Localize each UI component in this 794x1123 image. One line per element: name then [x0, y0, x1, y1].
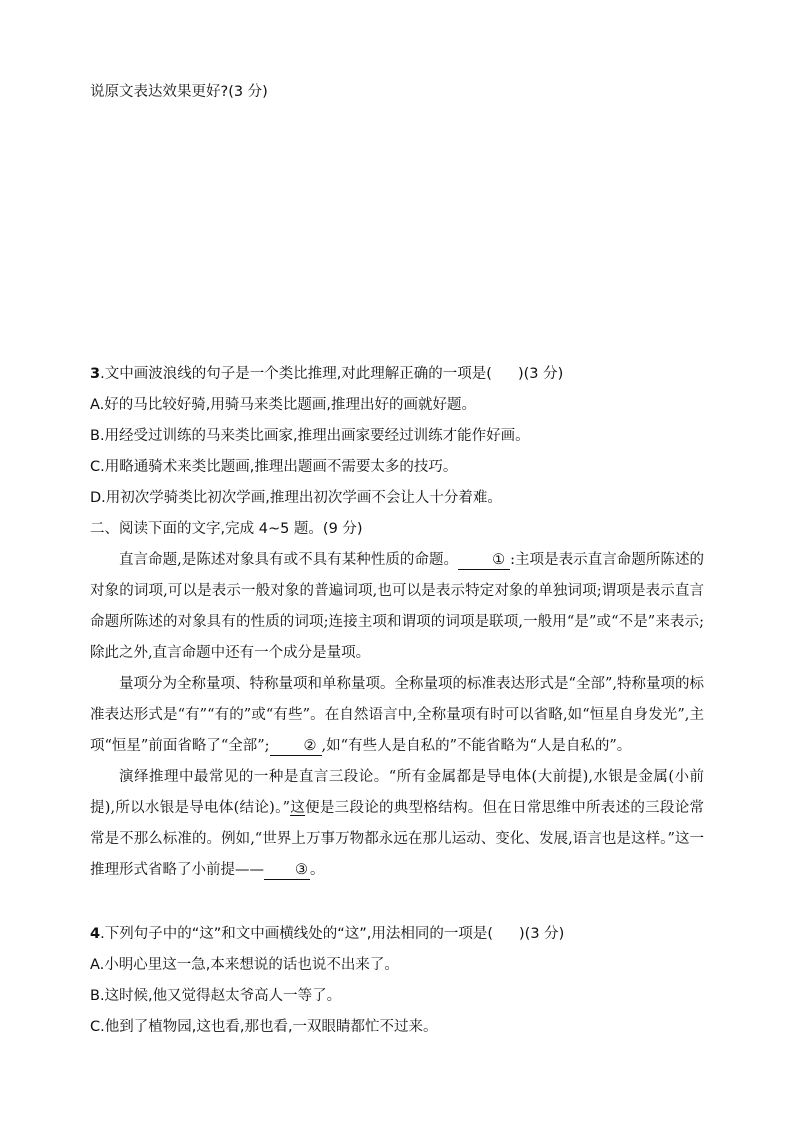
question-4-number: 4 — [90, 926, 101, 942]
option-3a[interactable]: A.好的马比较好骑,用骑马来类比题画,推理出好的画就好题。 — [90, 397, 476, 413]
option-3d[interactable]: D.用初次学骑类比初次学画,推理出初次学画不会让人十分着难。 — [90, 490, 502, 506]
blank-3[interactable]: ③ — [264, 861, 310, 880]
passage-p3-part-a: 演绎推理中最常见的一种是直言三段论。“所有金属都是导电体(大前提),水银是金属(小前提),所以水银是导电体(结论)。” — [90, 769, 704, 816]
option-3c[interactable]: C.用略通骑术来类比题画,推理出题画不需要太多的技巧。 — [90, 459, 458, 475]
option-4c[interactable]: C.他到了植物园,这也看,那也看,一双眼睛都忙不过来。 — [90, 1019, 438, 1035]
question-4-stem — [90, 924, 564, 944]
option-3b[interactable]: B.用经受过训练的马来类比画家,推理出画家要经过训练才能作好画。 — [90, 428, 530, 444]
question-3-number: 3 — [90, 366, 101, 382]
option-4b[interactable]: B.这时候,他又觉得赵太爷高人一等了。 — [90, 988, 342, 1004]
passage-paragraph-3 — [90, 762, 704, 886]
question-2-tail: 说原文表达效果更好?(3 分) — [90, 84, 268, 100]
option-4a[interactable]: A.小明心里这一急,本来想说的话也说不出来了。 — [90, 957, 399, 973]
question-4-score: )(3 分) — [519, 926, 565, 942]
section-2-heading: 二、阅读下面的文字,完成 4~5 题。(9 分) — [90, 521, 363, 537]
question-4-text: .下列句子中的“这”和文中画横线处的“这”,用法相同的一项是( — [100, 926, 494, 942]
passage-paragraph-1 — [90, 545, 704, 669]
passage-p1-part-b: :主项是表示直言命题所陈述的对象的词项,可以是表示一般对象的普遍词项,也可以是表示特定对象的单独词项;谓项是表示直言命题所陈述的对象具有的性质的词项;连接主项和谓项的词项是联项,一般用“是”或“不是”来表示;除此之外,直言命题中还有一个成分是量项。 — [90, 552, 705, 661]
question-3-score: )(3 分) — [517, 366, 564, 382]
question-3-text: .文中画波浪线的句子是一个类比推理,对此理解正确的一项是( — [100, 366, 492, 382]
passage-paragraph-2 — [90, 669, 704, 762]
passage-p3-part-c: 。 — [310, 862, 325, 878]
passage-p3-part-b: 便是三段论的典型格结构。但在日常思维中所表述的三段论常常是不那么标准的。例如,“世界上万事万物都永远在那儿运动、变化、发展,语言也是这样。”这一推理形式省略了小前提—— — [90, 800, 704, 878]
passage-p1-part-a: 直言命题,是陈述对象具有或不具有某种性质的命题。 — [119, 552, 459, 568]
underlined-zhe: 这 — [290, 800, 306, 816]
passage-p2-part-b: ,如“有些人是自私的”不能省略为“人是自私的”。 — [321, 738, 632, 754]
passage-p2-part-a: 量项分为全称量项、特称量项和单称量项。全称量项的标准表达形式是“全部”,特称量项的标准表达形式是“有”“有的”或“有些”。在自然语言中,全称量项有时可以省略,如“恒星自身发光”,主项“恒星”前面省略了“全部”; — [90, 676, 704, 754]
reading-passage — [90, 545, 704, 886]
blank-2[interactable]: ② — [270, 737, 322, 756]
blank-1[interactable]: ① — [458, 551, 510, 570]
question-3-stem — [90, 364, 563, 384]
